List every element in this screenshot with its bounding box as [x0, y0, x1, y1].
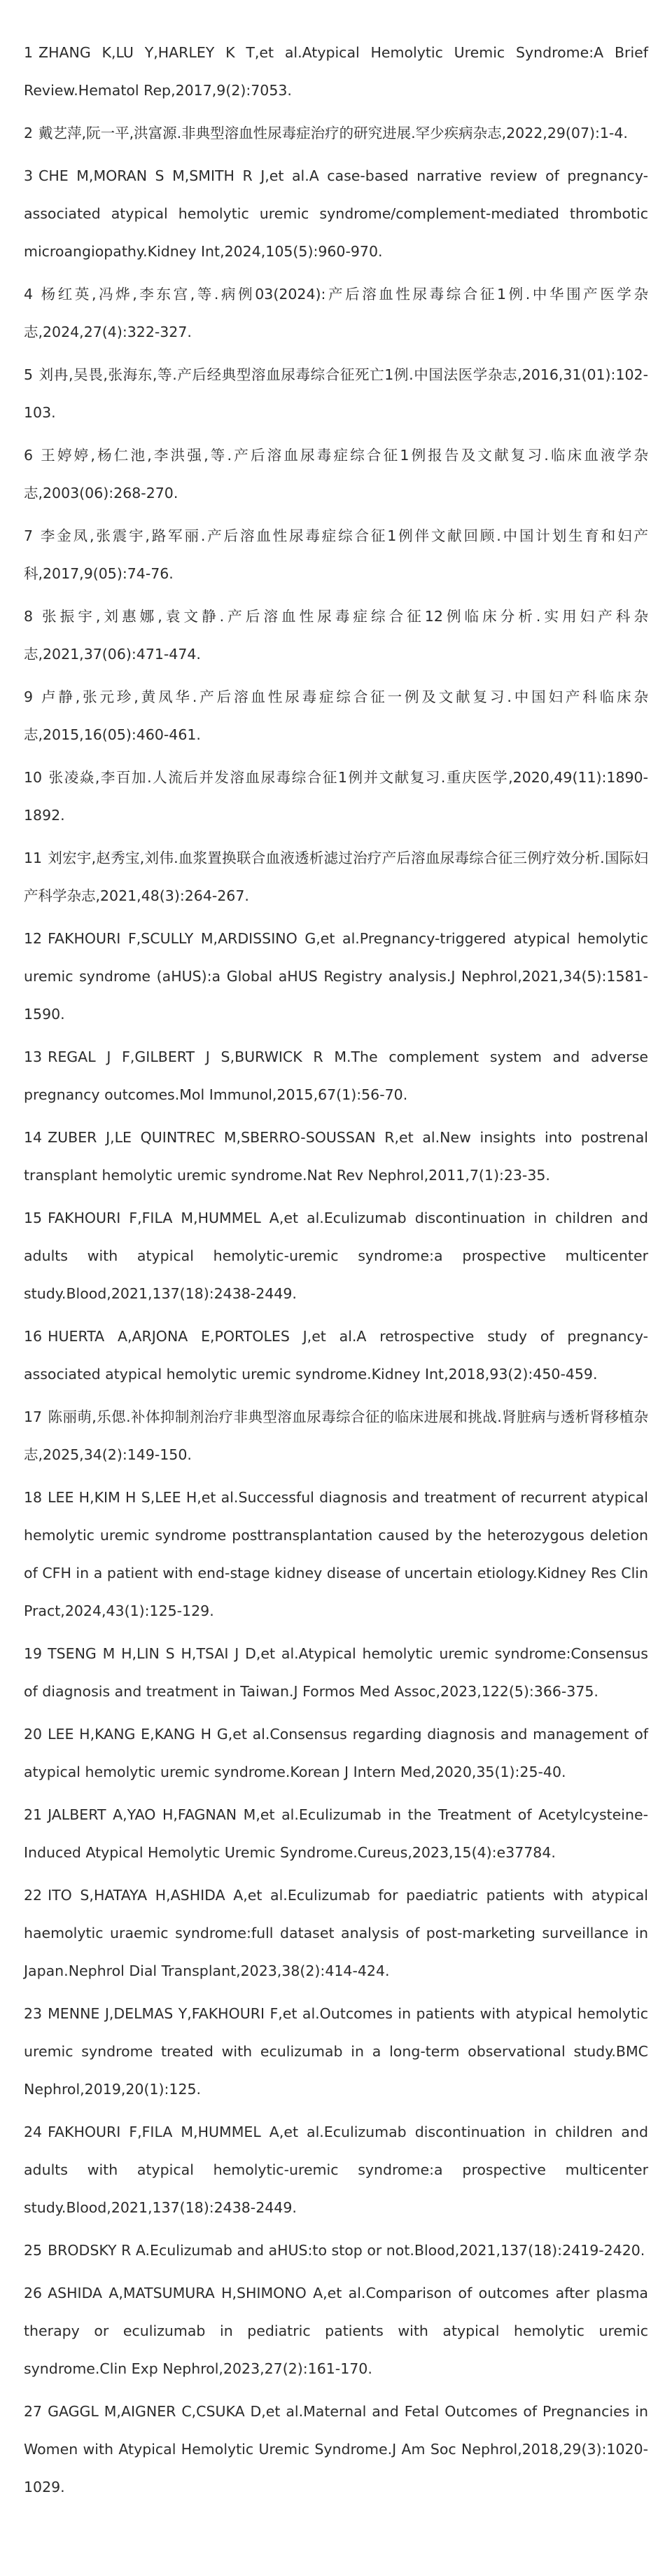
reference-number: 10 — [24, 769, 43, 786]
reference-number: 22 — [24, 1887, 43, 1904]
reference-item — [24, 1479, 648, 1630]
reference-text: 王婷婷,杨仁池,李洪强,等.产后溶血尿毒症综合征1例报告及文献复习.临床血液学杂志,2003(06):268-270. — [24, 447, 648, 501]
reference-number: 21 — [24, 1806, 43, 1823]
reference-item — [24, 1635, 648, 1710]
reference-item — [24, 1317, 648, 1393]
reference-item — [24, 2113, 648, 2227]
reference-item — [24, 2231, 648, 2269]
reference-number: 27 — [24, 2403, 43, 2420]
reference-number: 6 — [24, 447, 34, 464]
reference-text: 卢静,张元珍,黄凤华.产后溶血性尿毒症综合征一例及文献复习.中国妇产科临床杂志,2015,16(05):460-461. — [24, 688, 648, 743]
reference-text: TSENG M H,LIN S H,TSAI J D,et al.Atypical hemolytic uremic syndrome:Consensus of diagnosis and treatment in Taiwan.J Formos Med Assoc,2023,122(5):366-375. — [24, 1645, 648, 1700]
reference-item — [24, 1119, 648, 1194]
reference-text: 陈丽萌,乐偲.补体抑制剂治疗非典型溶血尿毒综合征的临床进展和挑战.肾脏病与透析肾移植杂志,2025,34(2):149-150. — [24, 1408, 648, 1463]
reference-item — [24, 920, 648, 1033]
reference-text: GAGGL M,AIGNER C,CSUKA D,et al.Maternal and Fetal Outcomes of Pregnancies in Women with Atypical Hemolytic Uremic Syndrome.J Am Soc Nephrol,2018,29(3):1020-1029. — [24, 2403, 648, 2495]
reference-text: LEE H,KANG E,KANG H G,et al.Consensus regarding diagnosis and management of atypical hemolytic uremic syndrome.Korean J Intern Med,2020,35(1):25-40. — [24, 1726, 648, 1780]
reference-item — [24, 1715, 648, 1791]
reference-number: 3 — [24, 167, 34, 184]
reference-item — [24, 1876, 648, 1990]
reference-text: REGAL J F,GILBERT J S,BURWICK R M.The complement system and adverse pregnancy outcomes.Mol Immunol,2015,67(1):56-70. — [24, 1048, 648, 1103]
reference-item — [24, 1199, 648, 1313]
reference-text: ITO S,HATAYA H,ASHIDA A,et al.Eculizumab for paediatric patients with atypical haemolytic uraemic syndrome:full dataset analysis of post-marketing surveillance in Japan.Nephrol Dial Transplant,2023,38(2):414-424. — [24, 1887, 648, 1979]
reference-item — [24, 275, 648, 351]
reference-text: JALBERT A,YAO H,FAGNAN M,et al.Eculizumab in the Treatment of Acetylcysteine-Induced Atypical Hemolytic Uremic Syndrome.Cureus,2023,15(4):e37784. — [24, 1806, 648, 1861]
reference-number: 17 — [24, 1408, 43, 1425]
reference-text: CHE M,MORAN S M,SMITH R J,et al.A case-based narrative review of pregnancy-associated atypical hemolytic uremic syndrome/complement-mediated thrombotic microangiopathy.Kidney Int,2024,105(5):960-970. — [24, 167, 648, 260]
reference-number: 7 — [24, 527, 34, 544]
reference-text: HUERTA A,ARJONA E,PORTOLES J,et al.A retrospective study of pregnancy-associated atypical hemolytic uremic syndrome.Kidney Int,2018,93(2):450-459. — [24, 1328, 648, 1383]
reference-text: ZUBER J,LE QUINTREC M,SBERRO-SOUSSAN R,et al.New insights into postrenal transplant hemolytic uremic syndrome.Nat Rev Nephrol,2011,7(1):23-35. — [24, 1129, 648, 1184]
reference-text: FAKHOURI F,SCULLY M,ARDISSINO G,et al.Pregnancy-triggered atypical hemolytic uremic syndrome (aHUS):a Global aHUS Registry analysis.J Nephrol,2021,34(5):1581-1590. — [24, 930, 648, 1023]
reference-number: 19 — [24, 1645, 43, 1662]
reference-number: 5 — [24, 366, 34, 383]
reference-item — [24, 759, 648, 834]
reference-number: 14 — [24, 1129, 43, 1146]
reference-text: 张振宇,刘惠娜,袁文静.产后溶血性尿毒症综合征12例临床分析.实用妇产科杂志,2021,37(06):471-474. — [24, 608, 648, 663]
reference-number: 15 — [24, 1210, 43, 1226]
reference-text: MENNE J,DELMAS Y,FAKHOURI F,et al.Outcomes in patients with atypical hemolytic uremic syndrome treated with eculizumab in a long-term observational study.BMC Nephrol,2019,20(1):125. — [24, 2005, 648, 2098]
reference-text: ASHIDA A,MATSUMURA H,SHIMONO A,et al.Comparison of outcomes after plasma therapy or eculizumab in pediatric patients with atypical hemolytic uremic syndrome.Clin Exp Nephrol,2023,27(2):161-170. — [24, 2285, 648, 2377]
reference-item — [24, 839, 648, 915]
reference-number: 24 — [24, 2124, 43, 2140]
reference-item — [24, 436, 648, 512]
reference-number: 20 — [24, 1726, 43, 1743]
reference-list — [24, 34, 648, 2506]
reference-item — [24, 517, 648, 593]
reference-text: LEE H,KIM H S,LEE H,et al.Successful diagnosis and treatment of recurrent atypical hemolytic uremic syndrome posttransplantation caused by the heterozygous deletion of CFH in a patient with end-stage kidney disease of uncertain etiology.Kidney Res Clin Pract,2024,43(1):125-129. — [24, 1489, 648, 1619]
reference-number: 12 — [24, 930, 43, 947]
reference-item — [24, 2393, 648, 2506]
reference-text: 李金凤,张震宇,路军丽.产后溶血性尿毒症综合征1例伴文献回顾.中国计划生育和妇产科,2017,9(05):74-76. — [24, 527, 648, 582]
reference-text: FAKHOURI F,FILA M,HUMMEL A,et al.Eculizumab discontinuation in children and adults with atypical hemolytic-uremic syndrome:a prospective multicenter study.Blood,2021,137(18):2438-2449. — [24, 1210, 648, 1302]
reference-text: 杨红英,冯烨,李东宫,等.病例03(2024):产后溶血性尿毒综合征1例.中华围产医学杂志,2024,27(4):322-327. — [24, 286, 648, 340]
reference-item — [24, 1995, 648, 2108]
reference-text: BRODSKY R A.Eculizumab and aHUS:to stop or not.Blood,2021,137(18):2419-2420. — [48, 2242, 645, 2259]
reference-text: 戴艺萍,阮一平,洪富源.非典型溶血性尿毒症治疗的研究进展.罕少疾病杂志,2022,29(07):1-4. — [38, 125, 628, 141]
reference-text: 张凌焱,李百加.人流后并发溶血尿毒综合征1例并文献复习.重庆医学,2020,49(11):1890-1892. — [24, 769, 648, 824]
reference-number: 9 — [24, 688, 34, 705]
reference-number: 4 — [24, 286, 34, 303]
reference-item — [24, 356, 648, 431]
reference-text: FAKHOURI F,FILA M,HUMMEL A,et al.Eculizumab discontinuation in children and adults with atypical hemolytic-uremic syndrome:a prospective multicenter study.Blood,2021,137(18):2438-2449. — [24, 2124, 648, 2216]
reference-item — [24, 597, 648, 673]
reference-text: 刘宏宇,赵秀宝,刘伟.血浆置换联合血液透析滤过治疗产后溶血尿毒综合征三例疗效分析.国际妇产科学杂志,2021,48(3):264-267. — [24, 850, 648, 904]
reference-item — [24, 1038, 648, 1114]
reference-number: 16 — [24, 1328, 43, 1345]
reference-number: 25 — [24, 2242, 43, 2259]
reference-item — [24, 678, 648, 754]
reference-number: 18 — [24, 1489, 43, 1506]
reference-item — [24, 1398, 648, 1474]
reference-number: 13 — [24, 1048, 43, 1065]
reference-item — [24, 1796, 648, 1871]
reference-number: 11 — [24, 850, 43, 866]
reference-item — [24, 34, 648, 109]
reference-item — [24, 2274, 648, 2388]
reference-number: 1 — [24, 44, 34, 61]
reference-number: 26 — [24, 2285, 43, 2301]
reference-number: 2 — [24, 125, 34, 141]
reference-item — [24, 157, 648, 270]
reference-item — [24, 114, 648, 152]
reference-text: 刘冉,吴畏,张海东,等.产后经典型溶血尿毒综合征死亡1例.中国法医学杂志,2016,31(01):102-103. — [24, 366, 648, 421]
reference-number: 8 — [24, 608, 34, 625]
reference-number: 23 — [24, 2005, 43, 2022]
reference-text: ZHANG K,LU Y,HARLEY K T,et al.Atypical Hemolytic Uremic Syndrome:A Brief Review.Hematol Rep,2017,9(2):7053. — [24, 44, 648, 99]
